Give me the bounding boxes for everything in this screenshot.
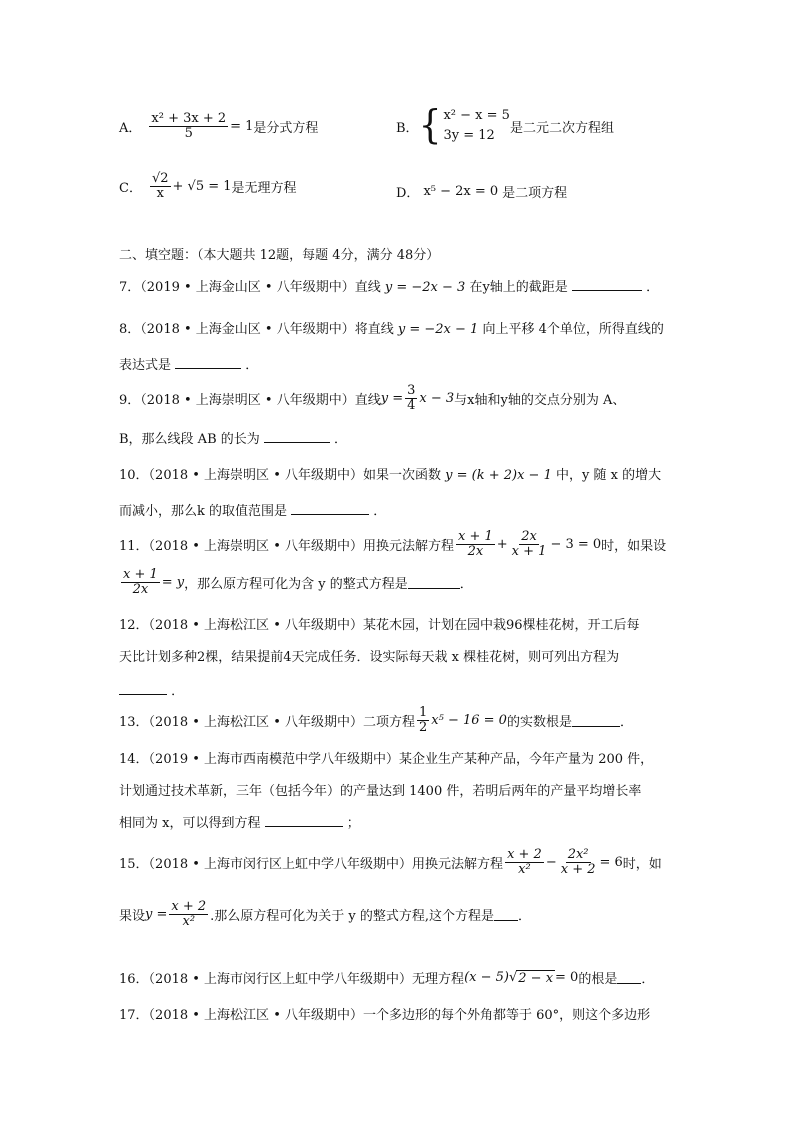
question-11-line2 <box>119 568 676 598</box>
answer-blank[interactable] <box>265 814 343 827</box>
q10-line2: 而减小，那么k 的取值范围是 <box>119 504 288 519</box>
q15-text: 时，如 <box>622 857 662 873</box>
q9-line2: B，那么线段 AB 的长为 <box>119 432 260 447</box>
option-b-text: 是二元二次方程组 <box>509 120 614 136</box>
option-c-denominator: x <box>156 186 164 202</box>
q11-fraction-3 <box>121 568 160 598</box>
q11-f2-den: x + 1 <box>511 544 547 560</box>
q11-end: ． <box>459 577 473 593</box>
q12-line1: 12．（2018 • 上海松江区 • 八年级期中）某花木园，计划在园中栽96棵桂花树，开工后每 <box>119 618 640 633</box>
answer-blank[interactable] <box>119 682 167 695</box>
q10-equation: y = (k + 2)x − 1 <box>445 468 552 483</box>
q9-prefix: 9．（2018 • 上海崇明区 • 八年级期中）直线 <box>119 393 381 409</box>
answer-blank[interactable] <box>264 430 330 443</box>
q10-text: 中，y 随 x 的增大 <box>556 468 662 483</box>
q11-plus: + <box>496 537 508 553</box>
q9-text: 与x轴和y轴的交点分别为 A、 <box>454 393 626 409</box>
q15-end: ． <box>518 909 532 925</box>
q15-prefix: 15．（2018 • 上海市闵行区上虹中学八年级期中）用换元法解方程 <box>119 857 504 873</box>
q15-fraction-1 <box>505 848 544 878</box>
option-b-system <box>418 102 510 148</box>
option-c-rest: + √5 = 1 <box>172 179 232 195</box>
option-a-fraction <box>149 112 228 142</box>
q13-equation: x⁵ − 16 = 0 <box>431 713 507 729</box>
sqrt-icon: √ <box>508 970 518 985</box>
q13-fraction <box>417 706 429 736</box>
option-d-text: 是二项方程 <box>502 186 568 201</box>
question-14-line2 <box>119 780 676 799</box>
question-9-line2 <box>119 428 676 447</box>
q7-end: ． <box>646 280 660 295</box>
question-12-line3 <box>119 680 676 699</box>
q16-eq-b: = 0 <box>555 970 579 985</box>
q14-line3: 相同为 x，可以得到方程 <box>119 816 261 831</box>
q14-end: ； <box>346 816 360 831</box>
question-10 <box>119 464 676 483</box>
q16-eq-a: (x − 5) <box>464 970 509 985</box>
q13-prefix: 13．（2018 • 上海松江区 • 八年级期中）二项方程 <box>119 715 415 731</box>
option-b <box>396 102 614 148</box>
option-d-expr: x⁵ − 2x = 0 <box>423 184 499 199</box>
q8-prefix: 8．（2018 • 上海金山区 • 八年级期中）将直线 <box>119 322 394 337</box>
q16-sqrt: 2 − x <box>518 970 554 986</box>
q7-equation: y = −2x − 3 <box>384 280 466 295</box>
q8-line2: 表达式是 <box>119 358 172 373</box>
q10-prefix: 10．（2018 • 上海崇明区 • 八年级期中）如果一次函数 <box>119 468 441 483</box>
q11-tail: − 3 = 0 <box>550 537 602 553</box>
q15-fraction-2 <box>559 848 598 878</box>
q9-eq-a: y = <box>380 391 404 407</box>
q15-f1-num: x + 2 <box>507 847 542 862</box>
q15-fraction-3 <box>169 900 208 930</box>
question-12-line2 <box>119 646 676 665</box>
q15-line2b: .那么原方程可化为关于 y 的整式方程,这个方程是 <box>210 909 495 925</box>
question-13 <box>119 706 676 736</box>
option-c <box>119 172 297 202</box>
q14-line2: 计划通过技术革新，三年（包括今年）的产量达到 1400 件，若明后两年的产量平均增长率 <box>119 784 642 799</box>
option-c-fraction <box>150 172 171 202</box>
question-15 <box>119 848 676 878</box>
option-a-label: A． <box>119 121 142 137</box>
q9-eq-b: x − 3 <box>419 391 455 407</box>
q11-line2: ，那么原方程可化为含 y 的整式方程是 <box>184 577 408 593</box>
q15-minus: − <box>545 855 557 871</box>
option-d <box>396 182 567 201</box>
question-7 <box>119 276 676 295</box>
answer-blank[interactable] <box>494 908 518 921</box>
answer-blank[interactable] <box>572 714 620 727</box>
brace-icon: { <box>418 102 442 148</box>
q11-fraction-1 <box>456 530 495 560</box>
answer-blank[interactable] <box>572 278 642 291</box>
option-a-rhs: = 1 <box>230 119 254 135</box>
q8-end: ． <box>245 358 259 373</box>
q7-prefix: 7．（2019 • 上海金山区 • 八年级期中）直线 <box>119 280 381 295</box>
question-9 <box>119 384 676 414</box>
q9-fraction <box>405 384 417 414</box>
q11-f3-num: x + 1 <box>123 567 158 582</box>
q9-end: ． <box>334 432 348 447</box>
option-b-label: B． <box>396 120 419 136</box>
option-a-text: 是分式方程 <box>253 121 319 137</box>
q13-end: ． <box>619 715 633 731</box>
q11-fraction-2 <box>510 530 549 560</box>
q13-text: 的实数根是 <box>506 715 572 731</box>
q8-equation: y = −2x − 1 <box>397 322 479 337</box>
option-a-denominator: 5 <box>184 126 193 142</box>
question-12 <box>119 614 676 633</box>
q15-f2-den: x + 2 <box>560 862 596 878</box>
option-b-eq1: x² − x = 5 <box>443 108 510 123</box>
q11-f1-num: x + 1 <box>458 529 493 544</box>
answer-blank[interactable] <box>408 576 460 589</box>
question-15-line2 <box>119 900 676 930</box>
section-title: 二、填空题：（本大题共 12题，每题 4分，满分 48分） <box>119 248 440 263</box>
q15-tail: = 6 <box>599 855 623 871</box>
q15-f3-den: x² <box>182 914 196 930</box>
q10-end: ． <box>373 504 387 519</box>
q15-line2a: 果设 <box>119 909 146 925</box>
q15-f2-num: 2x² <box>567 847 589 862</box>
q13-frac-num: 1 <box>419 705 428 720</box>
q12-end: ． <box>171 684 185 699</box>
q16-prefix: 16．（2018 • 上海市闵行区上虹中学八年级期中）无理方程 <box>119 972 465 987</box>
option-c-numerator: √2 <box>151 171 169 186</box>
question-10-line2 <box>119 500 676 519</box>
question-14 <box>119 748 676 767</box>
answer-blank[interactable] <box>175 356 241 369</box>
option-a <box>119 112 318 142</box>
q9-frac-den: 4 <box>407 398 416 414</box>
q16-end: ． <box>641 972 655 987</box>
question-11 <box>119 530 676 560</box>
q11-f1-den: 2x <box>467 544 484 560</box>
q7-text: 在y轴上的截距是 <box>469 280 568 295</box>
question-14-line3 <box>119 812 676 831</box>
q13-frac-den: 2 <box>419 720 428 736</box>
q16-text: 的根是 <box>578 972 618 987</box>
q15-eqy: y = <box>145 907 168 923</box>
q9-frac-num: 3 <box>407 383 416 398</box>
option-a-numerator: x² + 3x + 2 <box>151 111 227 126</box>
q11-f3-den: 2x <box>132 582 149 598</box>
option-c-text: 是无理方程 <box>231 181 297 197</box>
question-17 <box>119 1004 676 1023</box>
option-d-label: D． <box>396 186 420 201</box>
q14-line1: 14．（2019 • 上海市西南模范中学八年级期中）某企业生产某种产品，今年产量为 200 件， <box>119 752 654 767</box>
q11-eqy: = y <box>161 575 185 591</box>
q11-f2-num: 2x <box>521 529 537 544</box>
q15-f1-den: x² <box>518 862 531 878</box>
answer-blank[interactable] <box>617 971 641 984</box>
question-16 <box>119 968 676 987</box>
answer-blank[interactable] <box>291 502 369 515</box>
question-8-line2 <box>119 354 676 373</box>
option-b-eq2: 3y = 12 <box>443 128 495 143</box>
q11-prefix: 11．（2018 • 上海崇明区 • 八年级期中）用换元法解方程 <box>119 539 454 555</box>
q15-f3-num: x + 2 <box>171 899 207 914</box>
question-8 <box>119 318 676 337</box>
q12-line2: 天比计划多种2棵，结果提前4天完成任务．设实际每天栽 x 棵桂花树，则可列出方程为 <box>119 650 620 665</box>
q17-line1: 17．（2018 • 上海松江区 • 八年级期中）一个多边形的每个外角都等于 60°，则这个多边形 <box>119 1008 651 1023</box>
q11-text: 时，如果设 <box>601 539 667 555</box>
option-c-label: C． <box>119 181 142 197</box>
q8-text: 向上平移 4个单位，所得直线的 <box>482 322 664 337</box>
